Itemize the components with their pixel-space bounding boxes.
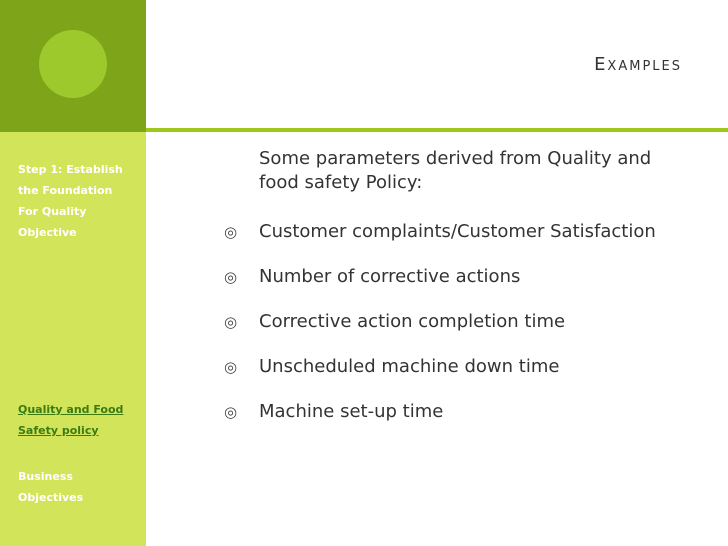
circle-bullet-icon: ◎ xyxy=(224,313,238,331)
list-item xyxy=(224,400,656,445)
title-accent-line xyxy=(146,128,728,132)
sidebar-step-label xyxy=(18,159,138,243)
bullet-text: Unscheduled machine down time xyxy=(259,356,560,377)
sidebar-business-line: Business xyxy=(18,470,73,483)
bullet-list xyxy=(224,220,656,445)
bullet-text: Customer complaints/Customer Satisfaction xyxy=(259,221,656,242)
circle-bullet-icon: ◎ xyxy=(224,268,238,286)
slide-title: Examples xyxy=(594,54,682,75)
intro-text: Some parameters derived from Quality and food safety Policy: xyxy=(259,148,652,193)
sidebar-policy-line[interactable]: Safety policy xyxy=(18,424,99,437)
circle-bullet-icon: ◎ xyxy=(224,358,238,376)
sidebar-policy-link[interactable] xyxy=(18,399,123,441)
list-item xyxy=(224,220,656,265)
sidebar-step-line: Objective xyxy=(18,226,77,239)
sidebar-step-line: Step 1: Establish xyxy=(18,163,123,176)
sidebar-policy-line[interactable]: Quality and Food xyxy=(18,403,124,416)
sidebar-header-block xyxy=(0,0,146,132)
bullet-text: Machine set-up time xyxy=(259,401,444,422)
circle-bullet-icon: ◎ xyxy=(224,223,238,241)
bullet-text: Corrective action completion time xyxy=(259,311,566,332)
decorative-circle xyxy=(39,30,107,98)
sidebar-step-line: the Foundation xyxy=(18,184,113,197)
list-item xyxy=(224,355,656,400)
sidebar-business-label xyxy=(18,466,83,508)
sidebar-business-line: Objectives xyxy=(18,491,84,504)
bullet-text: Number of corrective actions xyxy=(259,266,521,287)
circle-bullet-icon: ◎ xyxy=(224,403,238,421)
sidebar-step-line: For Quality xyxy=(18,205,87,218)
list-item xyxy=(224,265,656,310)
list-item xyxy=(224,310,656,355)
